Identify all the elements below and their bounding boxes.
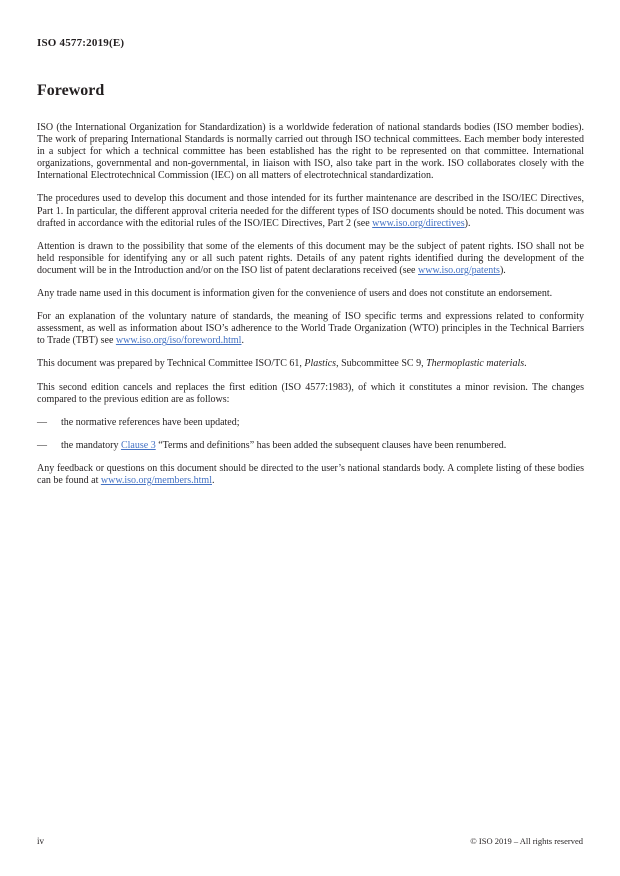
- list-item-text: [61, 440, 584, 452]
- text-run: .: [241, 335, 244, 347]
- paragraph: [37, 358, 584, 370]
- paragraph: [37, 382, 584, 406]
- list-item: [37, 417, 584, 429]
- paragraph: [37, 241, 584, 277]
- text-run: For an explanation of the voluntary nature of standards, the meaning of ISO specific terms and expressions related to conformity assessment, as well as information about ISO’s adherence to the World Trade Organization (WTO) principles in the Technical Barriers to Trade (TBT) see: [37, 311, 584, 347]
- text-run: “Terms and definitions” has been added the subsequent clauses have been renumbered.: [155, 439, 507, 451]
- text-run: ).: [464, 217, 471, 229]
- text-run: This document was prepared by Technical Committee ISO/TC 61,: [37, 358, 305, 370]
- paragraph: [37, 288, 584, 300]
- text-run: the normative references have been updated;: [61, 416, 240, 428]
- list-item-marker: —: [37, 416, 47, 428]
- list-item-marker: —: [37, 439, 47, 451]
- text-run: ).: [499, 264, 506, 276]
- paragraph: [37, 193, 584, 229]
- link-iso-members[interactable]: www.iso.org/members.html: [100, 474, 212, 486]
- text-run: Thermoplastic materials: [426, 358, 525, 370]
- text-run: the mandatory: [61, 439, 121, 451]
- link-clause-3[interactable]: Clause 3: [120, 439, 156, 451]
- copyright-notice: © ISO 2019 – All rights reserved: [470, 836, 583, 846]
- list-item: [37, 440, 584, 452]
- text-run: This second edition cancels and replaces the first edition (ISO 4577:1983), of which it constitutes a minor revision. The changes compared to the previous edition are as follows:: [37, 381, 584, 405]
- list-item-text: [61, 417, 584, 429]
- paragraph: [37, 463, 584, 487]
- page-title: Foreword: [37, 82, 105, 99]
- text-run: Any trade name used in this document is information given for the convenience of users and does not constitute an endorsement.: [37, 288, 553, 300]
- text-run: Attention is drawn to the possibility that some of the elements of this document may be the subject of patent rights. ISO shall not be held responsible for identifying any or all such patent rights. Details of any patent rights identified during the development of the document will be in the Introduction and/or on the ISO list of patent declarations received (see: [37, 240, 584, 276]
- paragraph: [37, 311, 584, 347]
- text-run: Any feedback or questions on this document should be directed to the user’s national standards body. A complete listing of these bodies can be found at: [37, 462, 584, 486]
- link-iso-foreword[interactable]: www.iso.org/iso/foreword.html: [115, 335, 242, 347]
- paragraph: [37, 122, 584, 182]
- text-run: The procedures used to develop this document and those intended for its further maintenance are described in the ISO/IEC Directives, Part 1. In particular, the different approval criteria needed for the different types of ISO documents should be noted. This document was drafted in accordance with the editorial rules of the ISO/IEC Directives, Part 2 (see: [37, 193, 584, 229]
- text-run: ISO (the International Organization for Standardization) is a worldwide federation of national standards bodies (ISO member bodies). The work of preparing International Standards is normally carried out through ISO technical committees. Each member body interested in a subject for which a technical committee has been established has the right to be represented on that committee. International organizations, governmental and non-governmental, in liaison with ISO, also take part in the work. ISO collaborates closely with the International Electrotechnical Commission (IEC) on all matters of electrotechnical standardization.: [37, 122, 584, 182]
- text-run: .: [211, 474, 215, 486]
- doc-number: ISO 4577:2019(E): [37, 37, 125, 49]
- text-run: Plastics: [304, 358, 337, 370]
- link-iso-directives[interactable]: www.iso.org/directives: [372, 217, 465, 229]
- text-run: , Subcommittee SC 9,: [336, 358, 427, 370]
- text-run: .: [524, 358, 527, 370]
- document-body: [37, 122, 584, 487]
- page-number: iv: [37, 836, 45, 846]
- link-iso-patents[interactable]: www.iso.org/patents: [418, 264, 500, 276]
- page-footer: [37, 836, 583, 846]
